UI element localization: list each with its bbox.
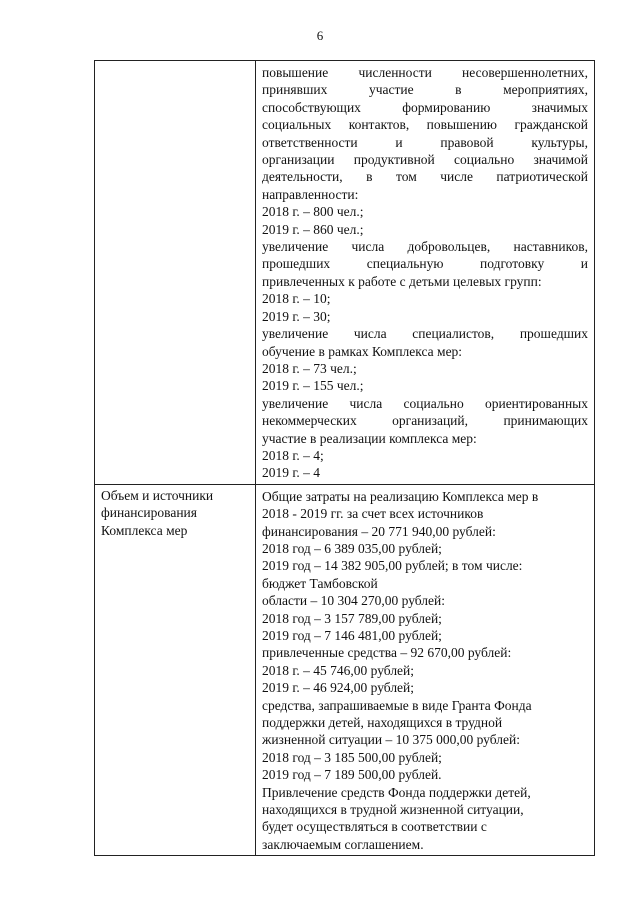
text-line: 2018 г. – 10; <box>262 291 331 307</box>
text-line: 2019 г. – 30; <box>262 308 331 324</box>
text-line: 2019 г. – 4 <box>262 465 321 481</box>
row-label-cell <box>95 484 256 856</box>
text-line: Объем и источники <box>101 487 214 503</box>
text-line: 2018 год – 3 185 500,00 рублей; <box>262 749 442 765</box>
text-line: 2018 г. – 800 чел.; <box>262 204 364 220</box>
text-line: 2019 год – 7 189 500,00 рублей. <box>262 767 442 783</box>
row-content-cell <box>256 61 595 485</box>
text-line: финансирования – 20 771 940,00 рублей: <box>262 523 496 539</box>
text-line: находящихся в трудной жизненной ситуации, <box>262 802 524 818</box>
text-line: 2019 год – 7 146 481,00 рублей; <box>262 628 442 643</box>
text-line: бюджет Тамбовской <box>262 575 378 591</box>
text-line: средства, запрашиваемые в виде Гранта Фонда <box>262 697 532 713</box>
text-line: 2018 г. – 73 чел.; <box>262 360 357 376</box>
text-line: направленности: <box>262 186 359 202</box>
text-line: 2019 г. – 155 чел.; <box>262 378 364 394</box>
text-line: способствующих формированию значимых <box>262 99 588 115</box>
text-line: поддержки детей, находящихся в трудной <box>262 715 503 731</box>
text-line: организации продуктивной социально значимой <box>262 152 588 168</box>
text-line: привлеченных к работе с детьми целевых групп: <box>262 273 542 289</box>
text-line: будет осуществляться в соответствии с <box>262 819 487 835</box>
text-line: принявших участие в мероприятиях, <box>262 82 588 98</box>
text-line: привлеченные средства – 92 670,00 рублей: <box>262 645 512 661</box>
text-line: жизненной ситуации – 10 375 000,00 рублей: <box>262 732 520 748</box>
text-line: 2019 год – 14 382 905,00 рублей; в том числе: <box>262 558 523 574</box>
row-content-cell <box>256 484 595 856</box>
text-line: 2018 г. – 45 746,00 рублей; <box>262 662 415 678</box>
text-line: повышение численности несовершеннолетних, <box>262 65 588 80</box>
row-label-cell <box>95 61 256 485</box>
text-line: 2018 - 2019 гг. за счет всех источников <box>262 506 484 522</box>
table-row-indicators <box>95 61 595 485</box>
text-line: 2019 г. – 46 924,00 рублей; <box>262 680 415 696</box>
text-line: Общие затраты на реализацию Комплекса мер в <box>262 488 539 504</box>
text-line: социальных контактов, повышению гражданской <box>262 117 588 133</box>
text-line: 2018 год – 6 389 035,00 рублей; <box>262 540 442 556</box>
passport-table <box>94 60 595 856</box>
text-line: 2019 г. – 860 чел.; <box>262 221 364 237</box>
text-line: Комплекса мер <box>101 522 188 538</box>
text-line: некоммерческих организаций, принимающих <box>262 413 588 429</box>
text-line: увеличение числа социально ориентированных <box>262 395 588 411</box>
text-line: увеличение числа специалистов, прошедших <box>262 326 588 342</box>
text-line: обучение в рамках Комплекса мер: <box>262 343 463 359</box>
text-line: Привлечение средств Фонда поддержки детей, <box>262 784 531 800</box>
text-line: области – 10 304 270,00 рублей: <box>262 593 446 609</box>
text-line: деятельности, в том числе патриотической <box>262 169 588 185</box>
text-line: прошедших специальную подготовку и <box>262 256 588 272</box>
table-row-financing <box>95 484 595 856</box>
page-number: 6 <box>316 28 324 43</box>
text-line: заключаемым соглашением. <box>262 836 424 852</box>
text-line: увеличение числа добровольцев, наставников, <box>262 239 588 255</box>
text-line: участие в реализации комплекса мер: <box>262 430 477 446</box>
text-line: 2018 г. – 4; <box>262 447 324 463</box>
text-line: ответственности и правовой культуры, <box>262 134 588 150</box>
text-line: 2018 год – 3 157 789,00 рублей; <box>262 610 442 626</box>
text-line: финансирования <box>101 505 197 521</box>
